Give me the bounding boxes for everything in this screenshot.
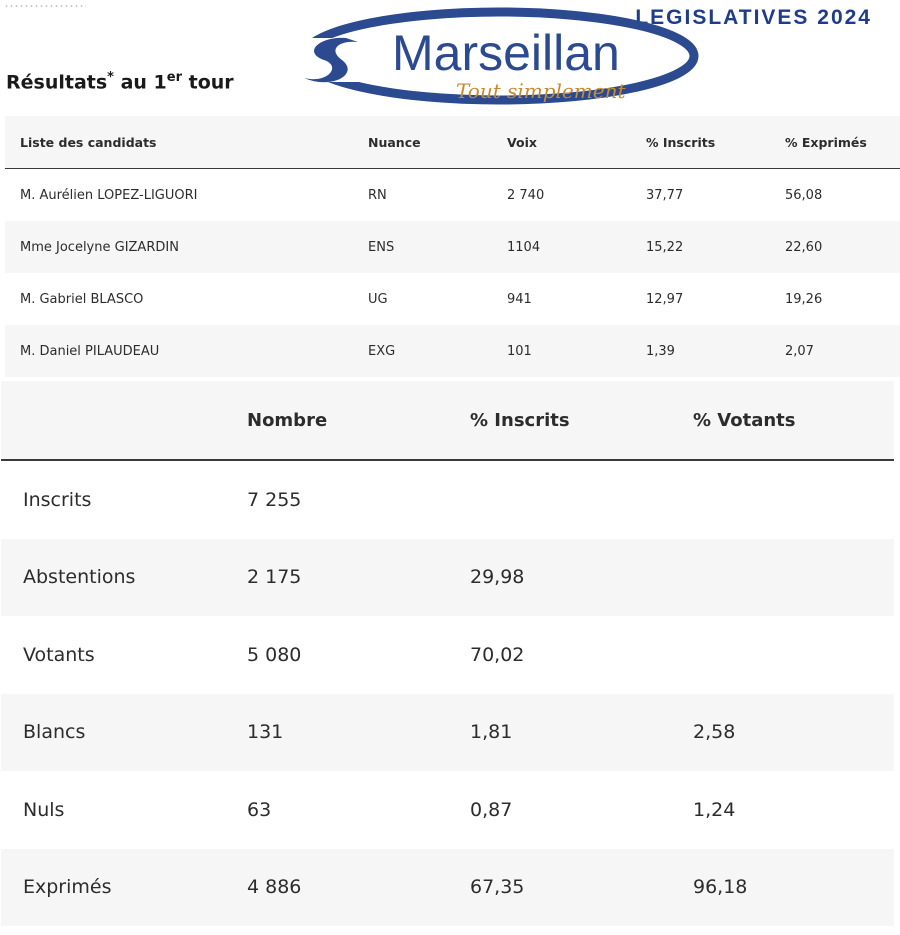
stats-nombre: 7 255: [225, 460, 448, 539]
stats-col-header-label: [1, 381, 225, 460]
candidate-pct-inscrits: 1,39: [631, 325, 770, 377]
candidate-name: M. Gabriel BLASCO: [5, 273, 353, 325]
stats-row: [1, 616, 894, 694]
stats-pct-inscrits: [448, 460, 671, 539]
candidate-row: [5, 325, 900, 377]
stats-nombre: 63: [225, 771, 448, 849]
candidate-pct-exprimes: 19,26: [770, 273, 900, 325]
col-header-candidates: Liste des candidats: [5, 116, 353, 169]
stats-label: Votants: [1, 616, 225, 694]
results-heading-prefix: Résultats: [6, 71, 108, 94]
candidate-pct-inscrits: 12,97: [631, 273, 770, 325]
marseillan-logo: [284, 4, 704, 106]
candidates-table: [5, 116, 900, 377]
stats-pct-votants: 96,18: [671, 849, 894, 927]
stats-col-header-nombre: Nombre: [225, 381, 448, 460]
candidate-name: M. Aurélien LOPEZ-LIGUORI: [5, 169, 353, 222]
logo-name: Marseillan: [392, 25, 620, 81]
candidate-row: [5, 169, 900, 222]
col-header-pct-exprimes: % Exprimés: [770, 116, 900, 169]
stats-label: Nuls: [1, 771, 225, 849]
candidate-row: [5, 221, 900, 273]
stats-pct-votants: [671, 616, 894, 694]
stats-nombre: 131: [225, 694, 448, 772]
candidate-name: M. Daniel PILAUDEAU: [5, 325, 353, 377]
stats-pct-votants: 1,24: [671, 771, 894, 849]
candidate-pct-exprimes: 22,60: [770, 221, 900, 273]
stats-pct-inscrits: 29,98: [448, 539, 671, 617]
candidate-pct-exprimes: 56,08: [770, 169, 900, 222]
stats-col-header-pct-inscrits: % Inscrits: [448, 381, 671, 460]
results-heading-suffix: tour: [182, 71, 234, 94]
turnout-stats-table: [1, 381, 894, 926]
candidate-nuance: UG: [353, 273, 492, 325]
stats-pct-votants: 2,58: [671, 694, 894, 772]
stats-label: Exprimés: [1, 849, 225, 927]
results-heading-mid: au 1: [113, 71, 167, 94]
decorative-dots: [4, 4, 86, 8]
results-heading-asterisk: *: [107, 70, 114, 85]
results-heading: [6, 70, 234, 93]
candidate-pct-inscrits: 15,22: [631, 221, 770, 273]
col-header-voix: Voix: [492, 116, 631, 169]
stats-nombre: 2 175: [225, 539, 448, 617]
stats-pct-inscrits: 0,87: [448, 771, 671, 849]
col-header-nuance: Nuance: [353, 116, 492, 169]
candidate-row: [5, 273, 900, 325]
candidate-pct-exprimes: 2,07: [770, 325, 900, 377]
candidates-header-row: [5, 116, 900, 169]
stats-header-row: [1, 381, 894, 460]
results-heading-ordinal: er: [166, 70, 183, 85]
stats-pct-votants: [671, 460, 894, 539]
candidate-name: Mme Jocelyne GIZARDIN: [5, 221, 353, 273]
election-title: LEGISLATIVES 2024: [635, 6, 872, 29]
stats-row: [1, 539, 894, 617]
stats-label: Blancs: [1, 694, 225, 772]
candidate-voix: 1104: [492, 221, 631, 273]
stats-pct-inscrits: 67,35: [448, 849, 671, 927]
candidate-nuance: RN: [353, 169, 492, 222]
stats-col-header-pct-votants: % Votants: [671, 381, 894, 460]
candidate-nuance: ENS: [353, 221, 492, 273]
logo-tagline: Tout simplement: [456, 79, 626, 103]
stats-row: [1, 694, 894, 772]
stats-nombre: 4 886: [225, 849, 448, 927]
stats-pct-inscrits: 70,02: [448, 616, 671, 694]
stats-nombre: 5 080: [225, 616, 448, 694]
candidate-voix: 101: [492, 325, 631, 377]
stats-row: [1, 771, 894, 849]
col-header-pct-inscrits: % Inscrits: [631, 116, 770, 169]
stats-label: Inscrits: [1, 460, 225, 539]
stats-label: Abstentions: [1, 539, 225, 617]
candidate-voix: 2 740: [492, 169, 631, 222]
candidate-voix: 941: [492, 273, 631, 325]
stats-pct-inscrits: 1,81: [448, 694, 671, 772]
candidate-nuance: EXG: [353, 325, 492, 377]
stats-row: [1, 849, 894, 927]
candidate-pct-inscrits: 37,77: [631, 169, 770, 222]
stats-pct-votants: [671, 539, 894, 617]
stats-row: [1, 460, 894, 539]
